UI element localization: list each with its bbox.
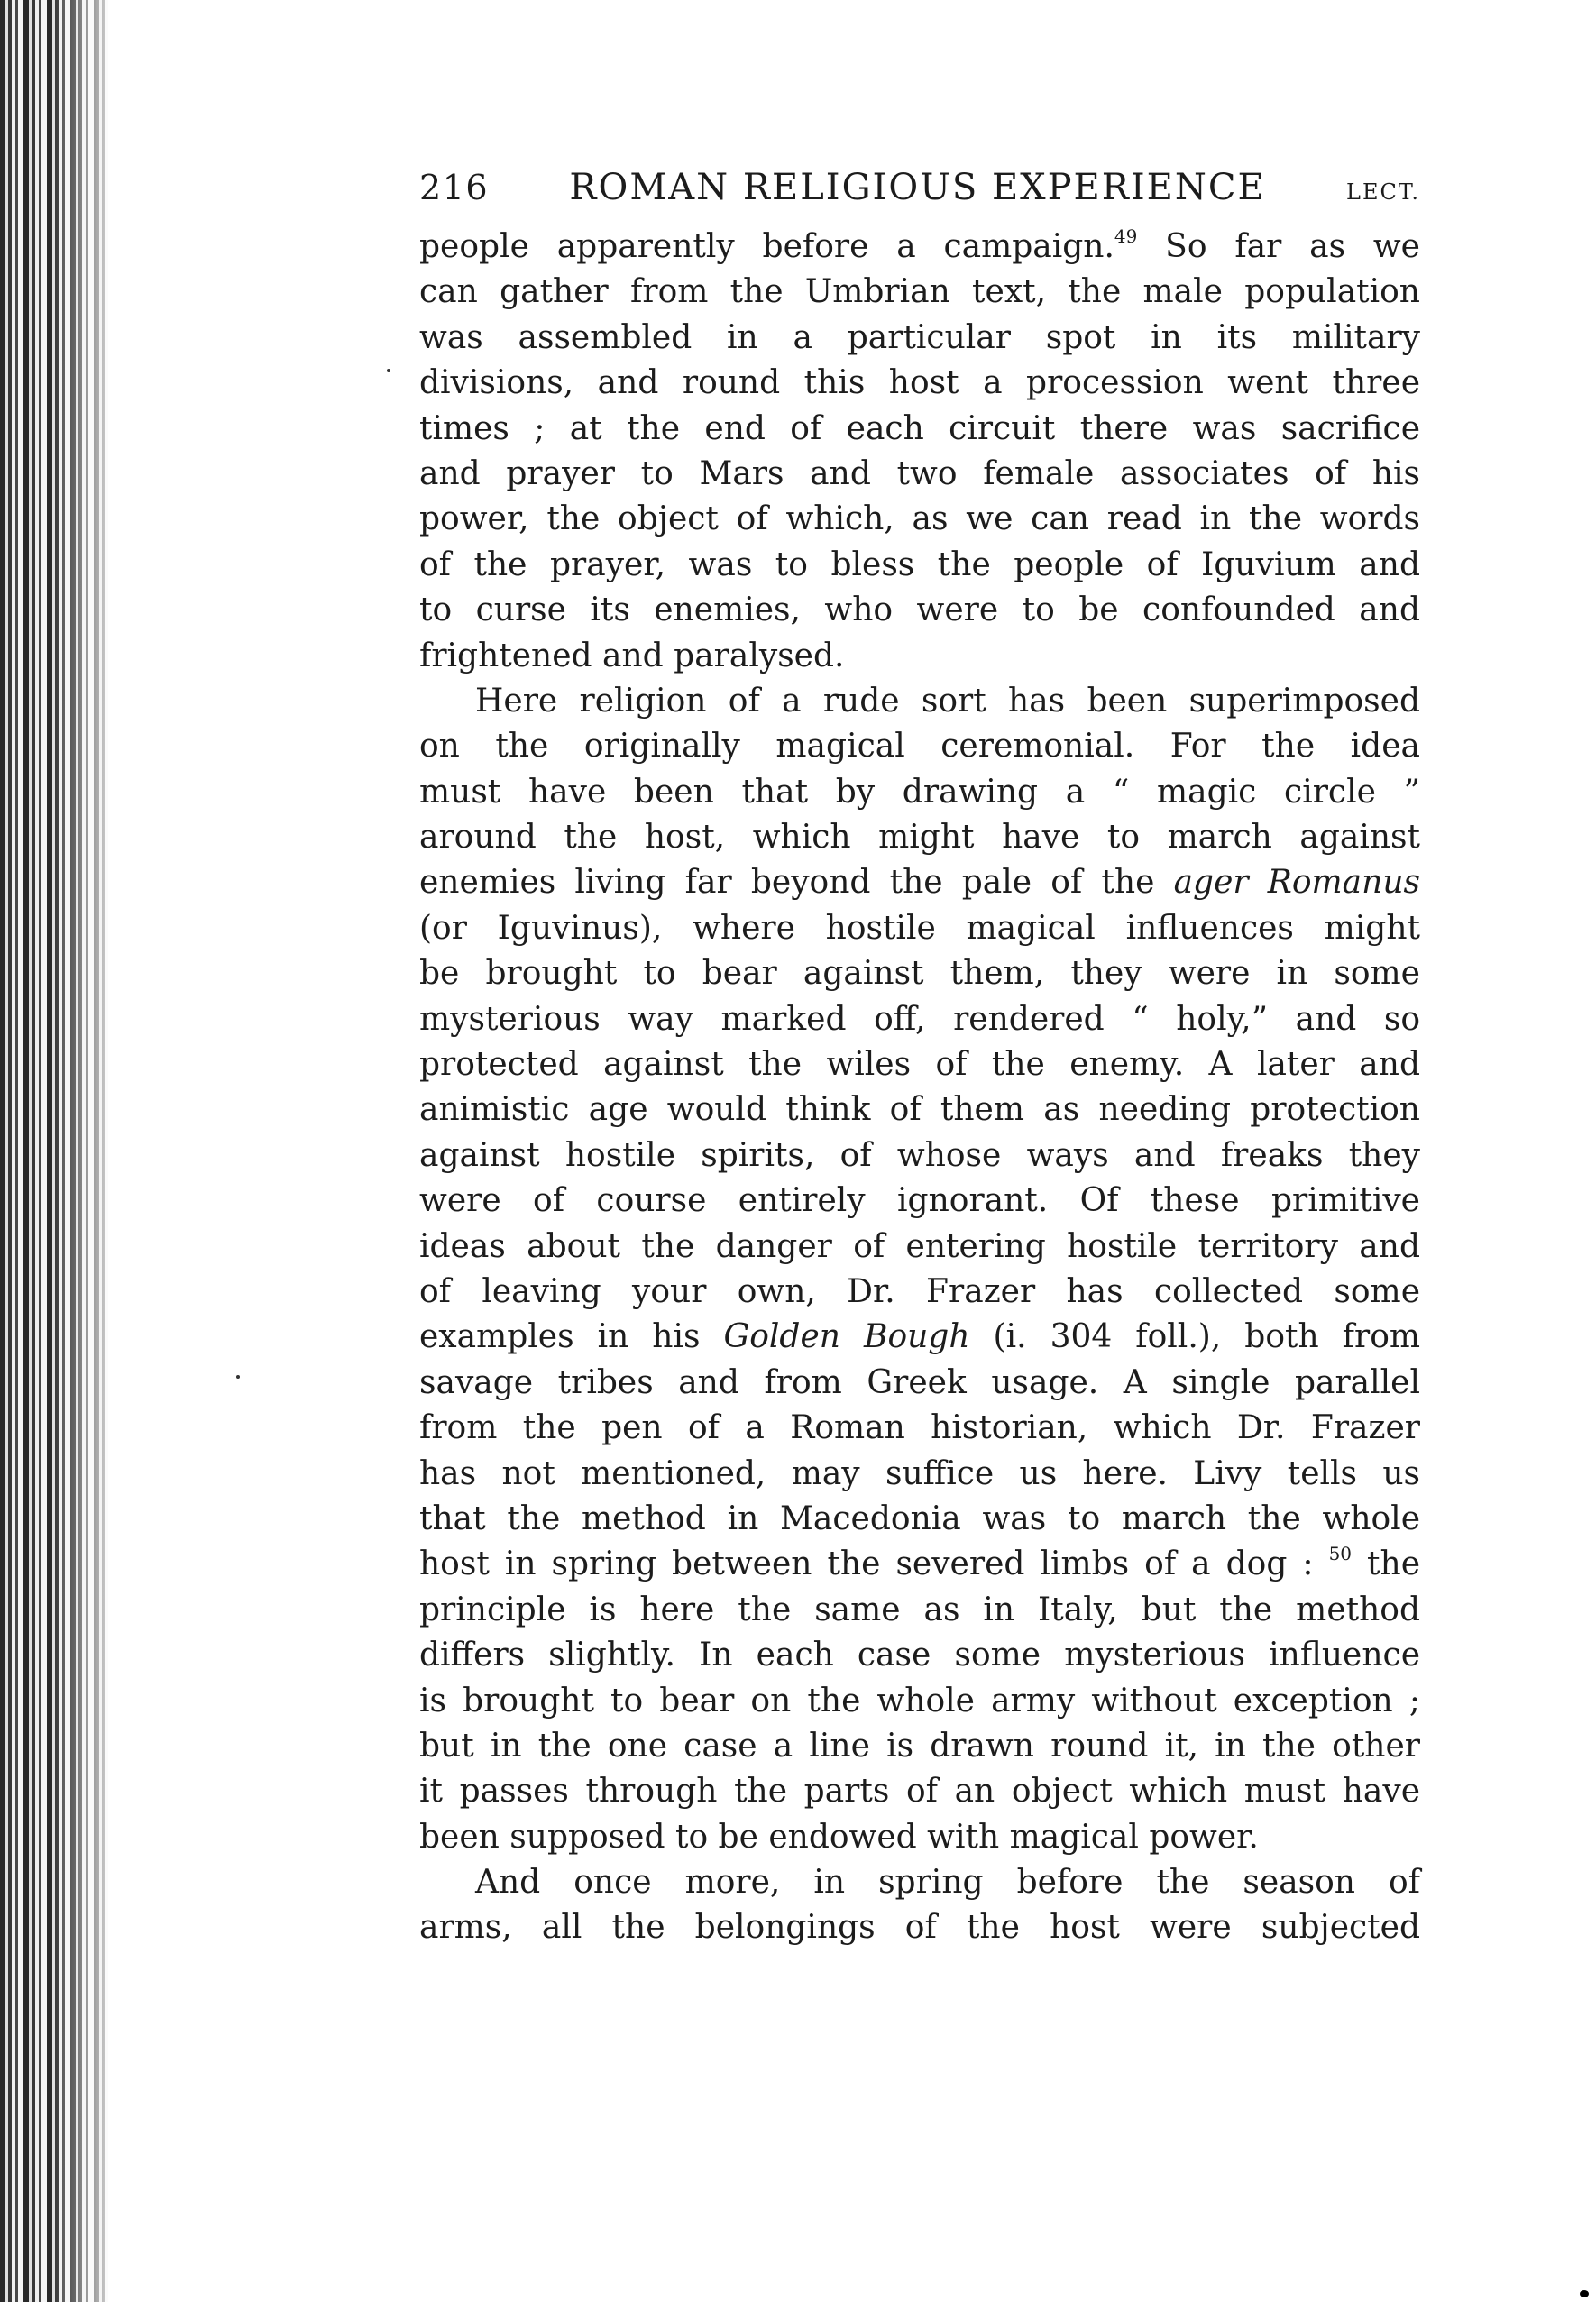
text-line: differs slightly. In each case some mysterious influence: [419, 1637, 1420, 1674]
text-line: from the pen of a Roman historian, which Dr. Frazer: [419, 1409, 1420, 1447]
paragraph-1: [419, 225, 1420, 679]
text-line: arms, all the belongings of the host were subjected: [419, 1909, 1420, 1947]
print-speck: [1580, 2290, 1589, 2297]
text-line: And once more, in spring before the season of: [475, 1864, 1420, 1902]
text-line: must have been that by drawing a “ magic circle ”: [419, 773, 1420, 811]
footnote-ref-49: 49: [1114, 225, 1138, 247]
paragraph-2: [419, 679, 1420, 1860]
text-line: was assembled in a particular spot in its military: [419, 318, 1420, 356]
italic-term: ager Romanus: [1173, 864, 1420, 902]
running-header: [419, 167, 1420, 208]
text-line: protected against the wiles of the enemy. A later and: [419, 1046, 1420, 1084]
text-line: of leaving your own, Dr. Frazer has collected some: [419, 1272, 1420, 1310]
text-line: is brought to bear on the whole army without exception ;: [419, 1682, 1420, 1720]
text-line: can gather from the Umbrian text, the male population: [419, 273, 1420, 311]
text-line: animistic age would think of them as needing protection: [419, 1091, 1420, 1129]
text-line: power, the object of which, as we can read in the words: [419, 500, 1420, 538]
text-line: ideas about the danger of entering hostile territory and: [419, 1227, 1420, 1265]
text-line: examples in his Golden Bough (i. 304 foll.), both from: [419, 1318, 1421, 1356]
text-line: frightened and paralysed.: [419, 637, 845, 674]
binding-shadow: [54, 0, 126, 2302]
book-title: ROMAN RELIGIOUS EXPERIENCE: [569, 167, 1266, 208]
text-line: been supposed to be endowed with magical power.: [419, 1818, 1259, 1856]
text-line: and prayer to Mars and two female associates of his: [419, 454, 1420, 492]
text-line: times ; at the end of each circuit there was sacrifice: [419, 409, 1420, 447]
text-line: enemies living far beyond the pale of the ager Romanus: [419, 864, 1420, 902]
text-line: that the method in Macedonia was to march the whole: [419, 1500, 1420, 1537]
text-line: be brought to bear against them, they were in some: [419, 955, 1420, 993]
text-line: Here religion of a rude sort has been superimposed: [475, 682, 1420, 720]
text-line: principle is here the same as in Italy, but the method: [419, 1591, 1420, 1628]
text-line: savage tribes and from Greek usage. A single parallel: [419, 1363, 1420, 1401]
page-number: 216: [419, 168, 490, 207]
text-line: host in spring between the severed limbs of a dog : $^{50}$ the: [419, 1543, 1421, 1583]
italic-book-title: Golden Bough: [723, 1318, 970, 1356]
text-line: were of course entirely ignorant. Of these primitive: [419, 1182, 1420, 1220]
book-page: [419, 167, 1420, 1951]
text-line: has not mentioned, may suffice us here. Livy tells us: [419, 1454, 1420, 1492]
print-speck: [236, 1375, 240, 1379]
text-line: mysterious way marked off, rendered “ holy,” and so: [419, 1000, 1420, 1038]
text-line: (or Iguvinus), where hostile magical influences might: [419, 909, 1420, 947]
text-line: against hostile spirits, of whose ways and freaks they: [419, 1136, 1420, 1174]
print-speck: [387, 369, 390, 372]
text-line: it passes through the parts of an object which must have: [419, 1773, 1420, 1811]
section-label: LECT.: [1346, 179, 1420, 205]
text-line: people apparently before a campaign.$^{49}$ So far as we: [419, 225, 1420, 265]
text-line: to curse its enemies, who were to be confounded and: [419, 592, 1420, 629]
text-line: of the prayer, was to bless the people of Iguvium and: [419, 546, 1420, 583]
text-line: divisions, and round this host a procession went three: [419, 364, 1420, 402]
text-line: but in the one case a line is drawn round it, in the other: [419, 1727, 1420, 1765]
paragraph-3: [419, 1860, 1420, 1951]
text-line: around the host, which might have to march against: [419, 819, 1420, 857]
text-line: on the originally magical ceremonial. For the idea: [419, 728, 1420, 766]
footnote-ref-50: 50: [1328, 1543, 1353, 1565]
